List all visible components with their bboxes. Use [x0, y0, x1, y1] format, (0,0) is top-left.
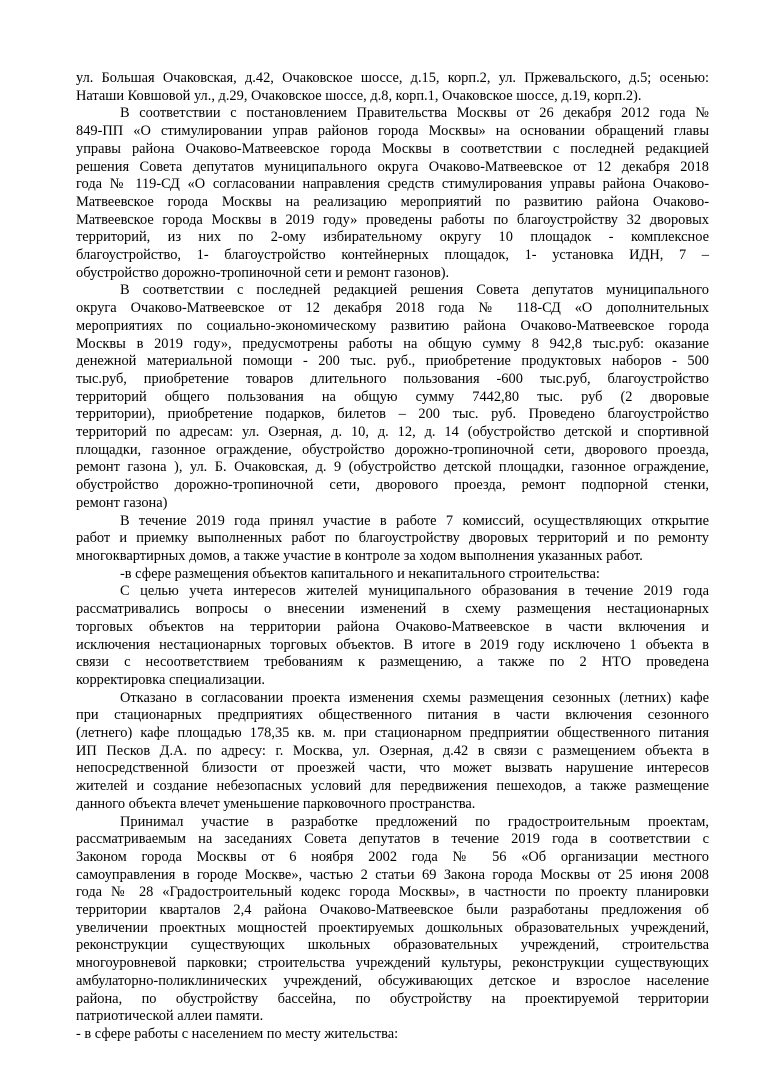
- document-body: [76, 70, 709, 1044]
- text-line: многоквартирных домов, а также участие в контроле за ходом выполнения указанных работ.: [76, 547, 643, 564]
- text-line: В соответствии с последней редакцией решения Совета депутатов муниципального: [120, 282, 709, 299]
- text-line: рассматривались вопросы о внесении изменений в схему размещения нестационарных: [76, 601, 709, 618]
- text-line: тыс.руб, приобретение товаров длительного пользования -600 тыс.руб, благоустройство: [76, 370, 709, 387]
- text-line: жителей и создание небезопасных условий для передвижения пешеходов, а также размещение: [76, 778, 709, 795]
- text-line: (летнего) кафе площадью 178,35 кв. м. при стационарном предприятии общественного питания: [76, 725, 709, 742]
- text-line: торговых объектов на территории района Очаково-Матвеевское в части включения и: [76, 618, 709, 635]
- text-line: обустройство дорожно-тропиночной сети и ремонт газонов).: [76, 264, 450, 281]
- text-line: ИП Песков Д.А. по адресу: г. Москва, ул. Озерная, д.42 в связи с размещением объекта в: [76, 742, 709, 759]
- text-line: многоуровневой парковки; строительства учреждений культуры, реконструкции существующих: [76, 955, 709, 972]
- text-line: В течение 2019 года принял участие в работе 7 комиссий, осуществляющих открытие: [120, 512, 709, 529]
- text-line: амбулаторно-поликлинических учреждений, обсуживающих детское и взрослое население: [76, 972, 709, 989]
- text-line: Матвеевское города Москвы на реализацию мероприятий по развитию района Очаково-: [76, 193, 709, 210]
- text-line: связи с несоответствием требованиям к размещению, а также по 2 НТО проведена: [76, 654, 709, 671]
- text-line: ремонт газона ), ул. Б. Очаковская, д. 9 (обустройство детской площадки, газонное ограждение,: [76, 459, 709, 476]
- text-line: года № 28 «Градостроительный кодекс города Москвы», в частности по проекту планировки: [76, 884, 709, 901]
- text-line: рассматриваемым на заседаниях Совета депутатов в течение 2019 года в соответствии с: [76, 831, 709, 848]
- text-line: работ и приемку выполненных работ по благоустройству дворовых территорий и по ремонту: [76, 530, 709, 547]
- text-line: данного объекта влечет уменьшение парковочного пространства.: [76, 795, 476, 812]
- text-line: ул. Большая Очаковская, д.42, Очаковское шоссе, д.15, корп.2, ул. Пржевальского, д.5; осенью:: [76, 70, 709, 86]
- text-line: территорий, из них по 2-ому избирательному округу 10 площадок - комплексное: [76, 229, 709, 246]
- text-line: решения Совета депутатов муниципального округа Очаково-Матвеевское от 12 декабря 2018: [76, 158, 709, 175]
- text-line: Наташи Ковшовой ул., д.29, Очаковское шоссе, д.8, корп.1, Очаковское шоссе, д.19, корп.2).: [76, 87, 642, 104]
- text-line: увеличении проектных мощностей проектируемых дошкольных образовательных учреждений,: [76, 919, 709, 936]
- text-line: управы района Очаково-Матвеевское города Москвы в соответствии с последней редакцией: [76, 140, 709, 157]
- text-line: района, по обустройству бассейна, по обустройству на проектируемой территории: [76, 990, 709, 1007]
- text-line: благоустройство, 1- благоустройство контейнерных площадок, 1- установка ИДН, 7 –: [76, 247, 709, 264]
- text-line: - в сфере работы с населением по месту жительства:: [76, 1025, 399, 1042]
- text-line: С целью учета интересов жителей муниципального образования в течение 2019 года: [120, 583, 709, 600]
- text-line: территорий по адресам: ул. Озерная, д. 10, д. 12, д. 14 (обустройство детской и спортивной: [76, 424, 709, 441]
- text-line: Москвы в 2019 году», предусмотрены работы на общую сумму 8 942,8 тыс.руб: оказание: [76, 335, 709, 352]
- text-line: территорий общего пользования на общую сумму 7442,80 тыс. руб (2 дворовые: [76, 388, 709, 405]
- text-line: округа Очаково-Матвеевское от 12 декабря 2018 года № 118-СД «О дополнительных: [76, 300, 709, 317]
- text-line: непосредственной близости от проезжей части, что может вызвать нарушение интересов: [76, 760, 709, 777]
- text-line: самоуправления в городе Москве», частью 2 статьи 69 Закона города Москвы от 25 июня 2008: [76, 866, 709, 883]
- text-line: Матвеевское города Москвы в 2019 году» проведены работы по благоустройству 32 дворовых: [76, 211, 709, 228]
- text-line: -в сфере размещения объектов капитального и некапитального строительства:: [120, 565, 600, 582]
- text-line: территории кварталов 2,4 района Очаково-Матвеевское были разработаны предложения об: [76, 902, 709, 919]
- text-line: Принимал участие в разработке предложений по градостроительным проектам,: [120, 813, 709, 830]
- text-line: исключения нестационарных торговых объектов. В итоге в 2019 году исключено 1 объекта в: [76, 636, 709, 653]
- text-line: корректировка специализации.: [76, 671, 266, 688]
- text-line: обустройство дорожно-тропиночной сети, дворового проезда, ремонт подпорной стенки,: [76, 477, 709, 494]
- text-line: года № 119-СД «О согласовании направления средств стимулирования управы района Очаково-: [76, 176, 709, 193]
- text-line: В соответствии с постановлением Правительства Москвы от 26 декабря 2012 года №: [120, 105, 709, 122]
- text-line: площадки, газонное ограждение, обустройство дорожно-тропиночной сети, дворового проезда,: [76, 441, 709, 458]
- text-line: Отказано в согласовании проекта изменения схемы размещения сезонных (летних) кафе: [120, 689, 709, 706]
- text-line: денежной материальной помощи - 200 тыс. руб., приобретение продуктовых наборов - 500: [76, 353, 709, 370]
- text-line: патриотической аллеи памяти.: [76, 1008, 264, 1025]
- text-line: 849-ПП «О стимулировании управ районов города Москвы» на основании обращений главы: [76, 123, 709, 140]
- text-line: Законом города Москвы от 6 ноября 2002 года № 56 «Об организации местного: [76, 848, 709, 865]
- text-line: ремонт газона): [76, 494, 168, 511]
- text-line: реконструкции существующих школьных образовательных учреждений, строительства: [76, 937, 709, 954]
- text-line: при стационарных предприятиях общественного питания в части включения сезонного: [76, 707, 709, 724]
- text-line: территории), приобретение подарков, билетов – 200 тыс. руб. Проведено благоустройство: [76, 406, 709, 423]
- text-line: мероприятиях по социально-экономическому развитию района Очаково-Матвеевское города: [76, 317, 709, 334]
